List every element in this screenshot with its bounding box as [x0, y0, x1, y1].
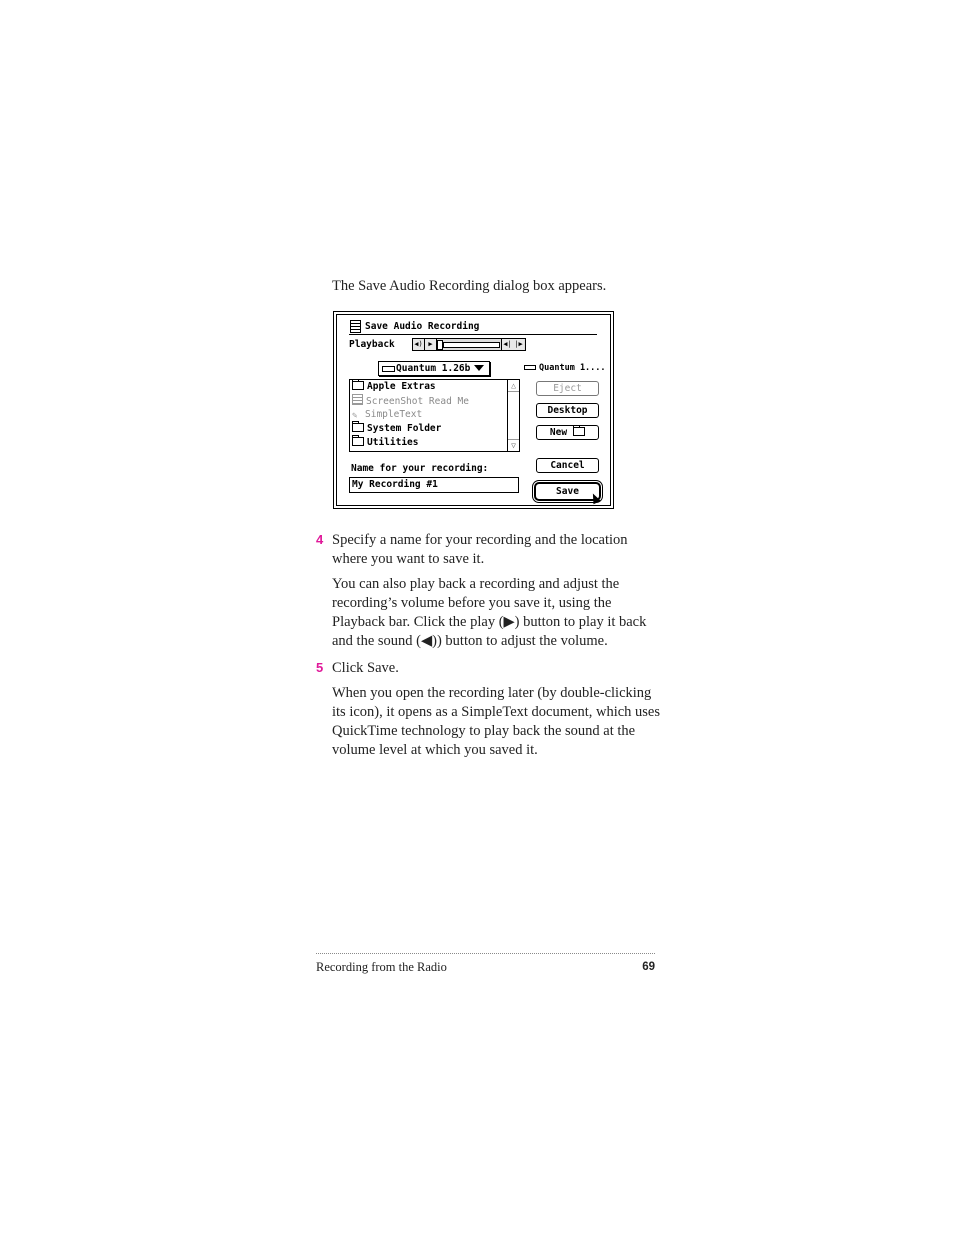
step-paragraph: You can also play back a recording and adjust the recording’s volume before you save it, using the Playback bar. Click the play (▶) button to play it back and the sound (◀)) button to adjust the volume. [332, 576, 647, 649]
new-folder-label: New [549, 427, 568, 438]
save-audio-recording-dialog [333, 311, 614, 509]
playback-thumb[interactable] [437, 340, 443, 350]
file-list[interactable] [349, 379, 520, 452]
footer-divider [316, 953, 655, 954]
folder-icon [352, 423, 364, 432]
recording-name-input[interactable]: My Recording #1 [349, 477, 519, 493]
playback-bar[interactable] [412, 338, 526, 351]
list-item-label: System Folder [367, 423, 442, 434]
volume-icon[interactable]: ◀) [413, 339, 425, 350]
step-paragraph: Click Save. [332, 660, 399, 676]
volume-popup-menu[interactable] [378, 361, 490, 376]
folder-icon [573, 427, 585, 436]
step-back-icon[interactable]: ◀| [501, 339, 514, 350]
step-forward-icon[interactable]: |▶ [514, 340, 523, 348]
save-button[interactable]: Save [534, 482, 601, 501]
folder-icon [352, 437, 364, 446]
play-icon[interactable]: ▶ [425, 339, 437, 350]
list-item-label: SimpleText [365, 409, 423, 420]
list-item-label: Utilities [367, 437, 419, 448]
current-disk [524, 363, 606, 373]
desktop-button[interactable]: Desktop [536, 403, 599, 418]
step-paragraph: When you open the recording later (by double-clicking its icon), it opens as a SimpleText document, which uses QuickTime technology to play back the sound at the volume level at which you saved it. [332, 685, 660, 758]
disk-name: Quantum 1.... [539, 363, 606, 373]
dialog-title: Save Audio Recording [365, 321, 480, 332]
scroll-up-icon[interactable]: △ [508, 380, 519, 392]
list-item-label: ScreenShot Read Me [366, 396, 469, 407]
list-item[interactable] [352, 380, 436, 394]
list-item[interactable] [352, 408, 422, 422]
folder-icon [352, 381, 364, 390]
intro-text: The Save Audio Recording dialog box appears. [332, 278, 607, 294]
scroll-down-icon[interactable]: ▽ [508, 439, 519, 451]
page-number: 69 [642, 961, 655, 973]
chevron-down-icon [474, 365, 484, 371]
disk-icon [382, 366, 395, 372]
eject-button[interactable]: Eject [536, 381, 599, 396]
cancel-button[interactable]: Cancel [536, 458, 599, 473]
footer-chapter-title: Recording from the Radio [316, 960, 447, 974]
playback-label: Playback [349, 339, 395, 350]
step-paragraph: Specify a name for your recording and the location where you want to save it. [332, 532, 628, 567]
list-item-label: Apple Extras [367, 381, 436, 392]
list-item[interactable] [352, 394, 469, 408]
list-item[interactable] [352, 436, 418, 450]
list-item[interactable] [352, 422, 441, 436]
name-field-label: Name for your recording: [351, 463, 489, 474]
dialog-title-bar [349, 320, 597, 335]
volume-popup-label: Quantum 1.26b [396, 363, 471, 374]
playback-track[interactable] [443, 342, 500, 348]
step-number: 4 [316, 532, 324, 547]
document-icon [352, 394, 363, 405]
new-folder-button[interactable] [536, 425, 599, 440]
disk-icon [524, 365, 536, 370]
document-icon [350, 320, 361, 333]
scrollbar[interactable] [507, 380, 519, 451]
application-icon: ✎ [352, 411, 358, 421]
step-number: 5 [316, 660, 324, 675]
